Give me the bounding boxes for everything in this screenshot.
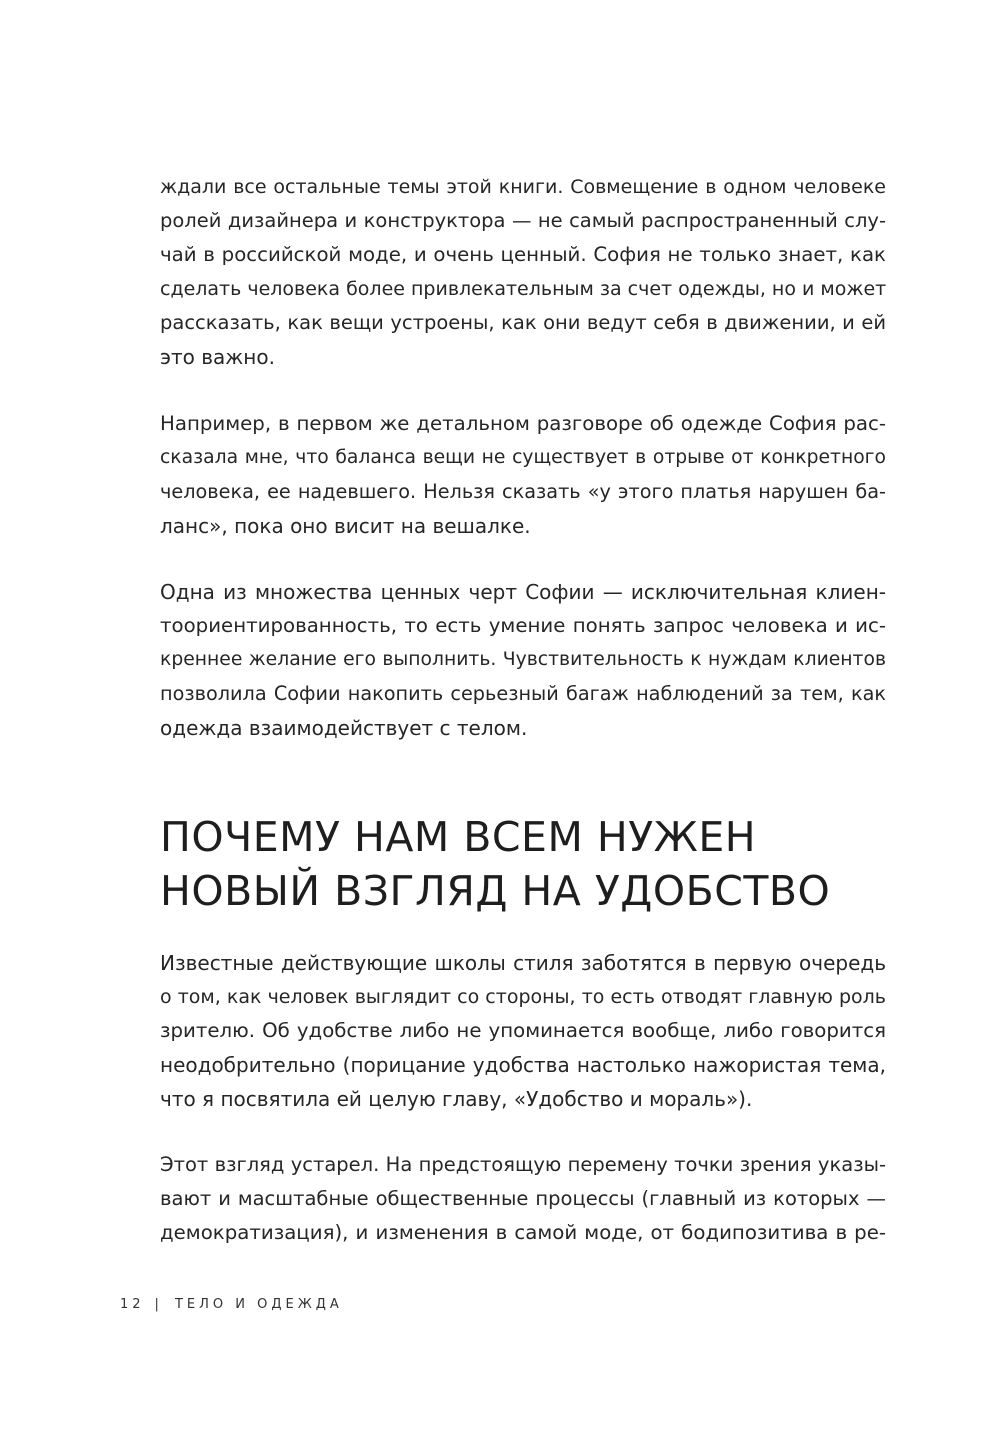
- paragraph-line: о том, как человек выглядит со стороны, то есть отводят главную роль: [160, 986, 886, 1008]
- paragraph-line: позволила Софии накопить серьезный багаж наблюдений за тем, как: [160, 682, 886, 705]
- paragraph-4: [160, 946, 886, 1116]
- paragraph-line: одежда взаимодействует с телом.: [160, 716, 528, 740]
- paragraph-line: креннее желание его выполнить. Чувствительность к нуждам клиентов: [160, 649, 886, 670]
- footer-separator: |: [154, 1297, 163, 1312]
- paragraph-line: зрителю. Об удобстве либо не упоминается вообще, либо говорится: [160, 1019, 886, 1042]
- paragraph-line: рассказать, как вещи устроены, как они ведут себя в движении, и ей: [160, 311, 886, 334]
- paragraph-3: [160, 575, 886, 745]
- page-footer: [120, 1297, 343, 1312]
- paragraph-line: это важно.: [160, 345, 275, 369]
- paragraph-line: Известные действующие школы стиля заботятся в первую очередь: [160, 951, 886, 975]
- paragraph-1: [160, 170, 886, 374]
- paragraph-line: сделать человека более привлекательным за счет одежды, но и может: [160, 278, 887, 300]
- paragraph-5: [160, 1148, 886, 1250]
- paragraph-2: [160, 407, 886, 543]
- paragraph-line: человека, ее надевшего. Нельзя сказать «у этого платья нарушен ба-: [160, 480, 886, 503]
- running-section-title: ТЕЛО И ОДЕЖДА: [174, 1297, 343, 1312]
- heading-line: НОВЫЙ ВЗГЛЯД НА УДОБСТВО: [160, 867, 831, 915]
- page-number: 12: [120, 1297, 145, 1312]
- paragraph-line: вают и масштабные общественные процессы (главный из которых —: [160, 1187, 886, 1210]
- paragraph-line: неодобрительно (порицание удобства настолько нажористая тема,: [160, 1053, 886, 1077]
- paragraph-line: что я посвятила ей целую главу, «Удобство и мораль»).: [160, 1087, 753, 1111]
- paragraph-line: демократизация), и изменения в самой моде, от бодипозитива в ре-: [160, 1221, 886, 1244]
- paragraph-line: ланс», пока оно висит на вешалке.: [160, 514, 531, 538]
- paragraph-line: сказала мне, что баланса вещи не существует в отрыве от конкретного: [160, 447, 886, 468]
- paragraph-line: чай в российской моде, и очень ценный. София не только знает, как: [160, 243, 886, 266]
- paragraph-line: Одна из множества ценных черт Софии — исключительная клиен-: [160, 580, 886, 604]
- heading-line: ПОЧЕМУ НАМ ВСЕМ НУЖЕН: [160, 813, 757, 861]
- paragraph-line: ролей дизайнера и конструктора — не самый распространенный слу-: [160, 209, 886, 232]
- paragraph-line: Например, в первом же детальном разговоре об одежде София рас-: [160, 412, 886, 435]
- paragraph-line: тоориентированность, то есть умение понять запрос человека и ис-: [160, 614, 886, 637]
- paragraph-line: ждали все остальные темы этой книги. Совмещение в одном человеке: [160, 176, 886, 198]
- section-heading: [160, 810, 886, 918]
- paragraph-line: Этот взгляд устарел. На предстоящую перемену точки зрения указы-: [160, 1153, 886, 1176]
